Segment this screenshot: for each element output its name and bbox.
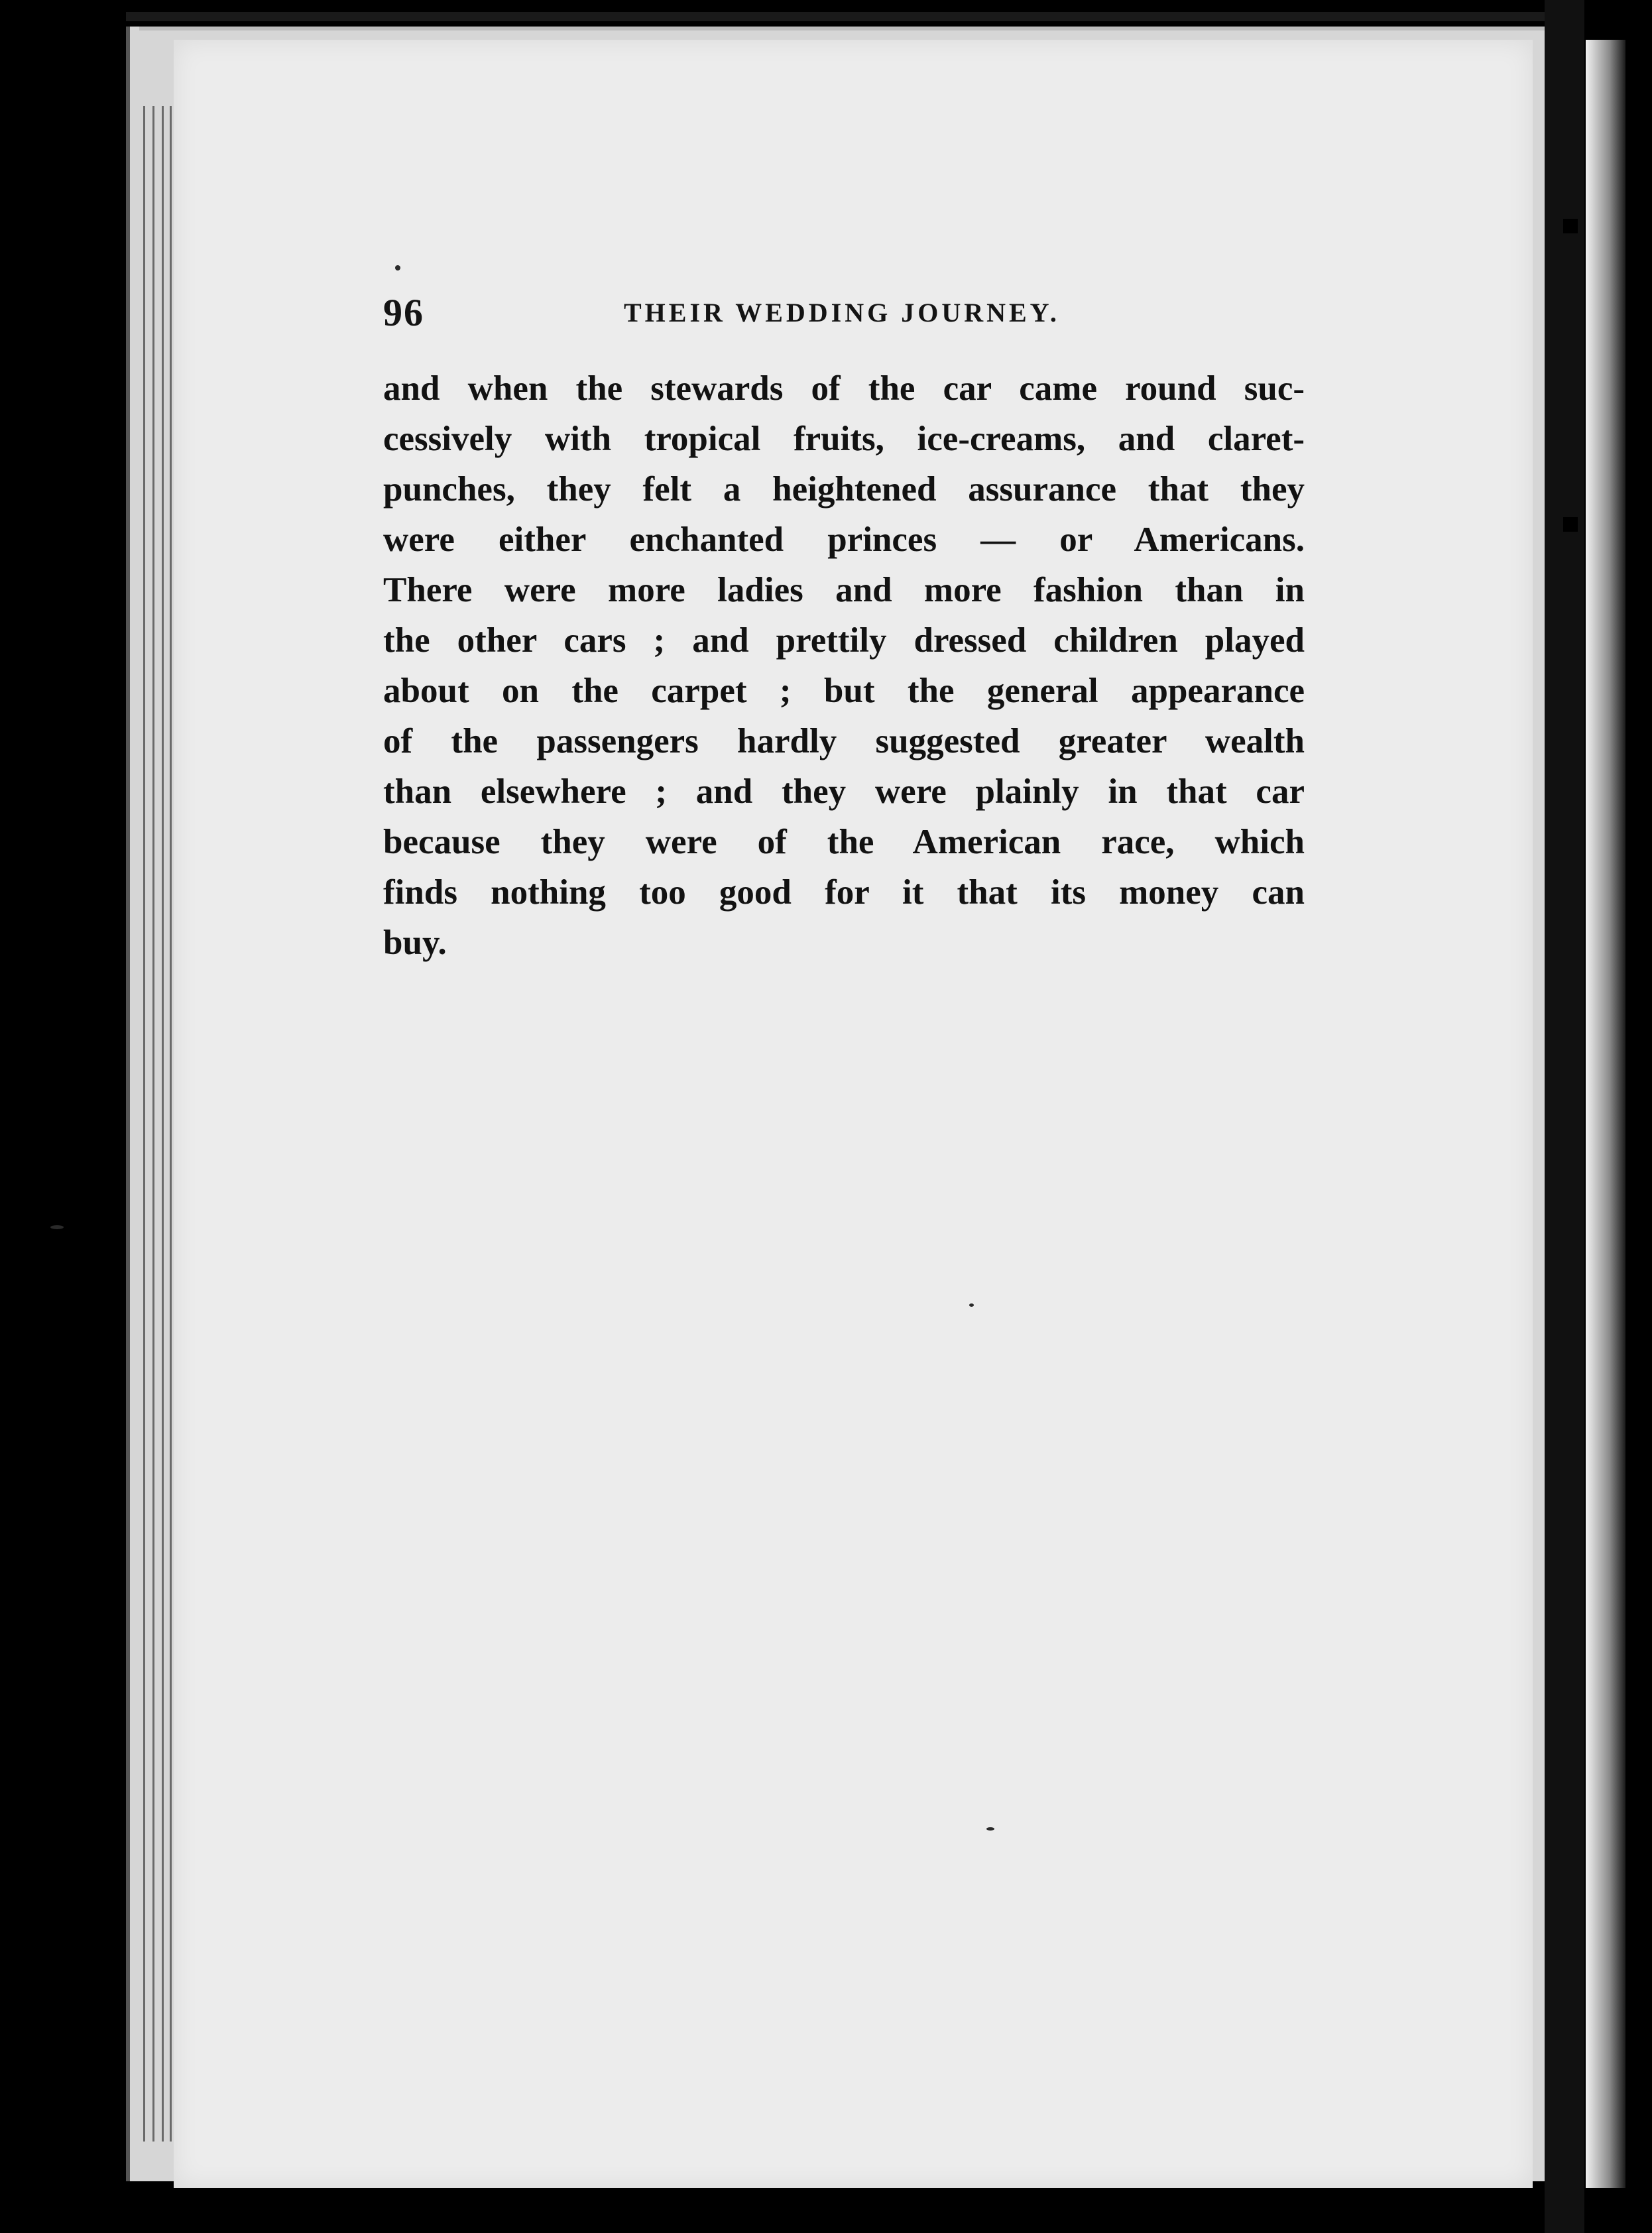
- dust-speck: [395, 265, 400, 271]
- page-edge-line: [143, 106, 145, 2142]
- text-line: and when the stewards of the car came round suc-: [383, 369, 1305, 408]
- body-text: [383, 363, 1305, 968]
- running-head: [383, 290, 1311, 343]
- binding-mark: [1563, 517, 1578, 532]
- page-number: 96: [383, 291, 424, 334]
- text-line: finds nothing too good for it that its money can: [383, 873, 1305, 912]
- top-edge: [126, 12, 1558, 21]
- page-edge-line: [152, 106, 154, 2142]
- text-line: the other cars ; and prettily dressed children played: [383, 621, 1305, 660]
- text-line: of the passengers hardly suggested greater wealth: [383, 722, 1305, 760]
- dust-speck: [50, 1225, 64, 1229]
- text-line: buy.: [383, 924, 447, 962]
- dust-speck: [969, 1303, 974, 1307]
- text-line: about on the carpet ; but the general appearance: [383, 672, 1305, 710]
- facing-page-edge: [1586, 40, 1625, 2188]
- text-line: punches, they felt a heightened assurance that they: [383, 470, 1305, 509]
- text-line: cessively with tropical fruits, ice-creams, and claret-: [383, 420, 1305, 458]
- text-line: were either enchanted princes — or Americans.: [383, 520, 1305, 559]
- book-page: [174, 40, 1533, 2188]
- page-top-border: [139, 27, 1545, 30]
- binding-gutter: [1545, 0, 1584, 2233]
- text-line: There were more ladies and more fashion than in: [383, 571, 1305, 609]
- page-edge-line: [170, 106, 172, 2142]
- page-edge-line: [162, 106, 164, 2142]
- text-line: because they were of the American race, which: [383, 823, 1305, 861]
- text-line: than elsewhere ; and they were plainly in that car: [383, 772, 1305, 811]
- dust-speck: [986, 1827, 994, 1831]
- running-title: THEIR WEDDING JOURNEY.: [624, 298, 1060, 328]
- binding-mark: [1563, 219, 1578, 233]
